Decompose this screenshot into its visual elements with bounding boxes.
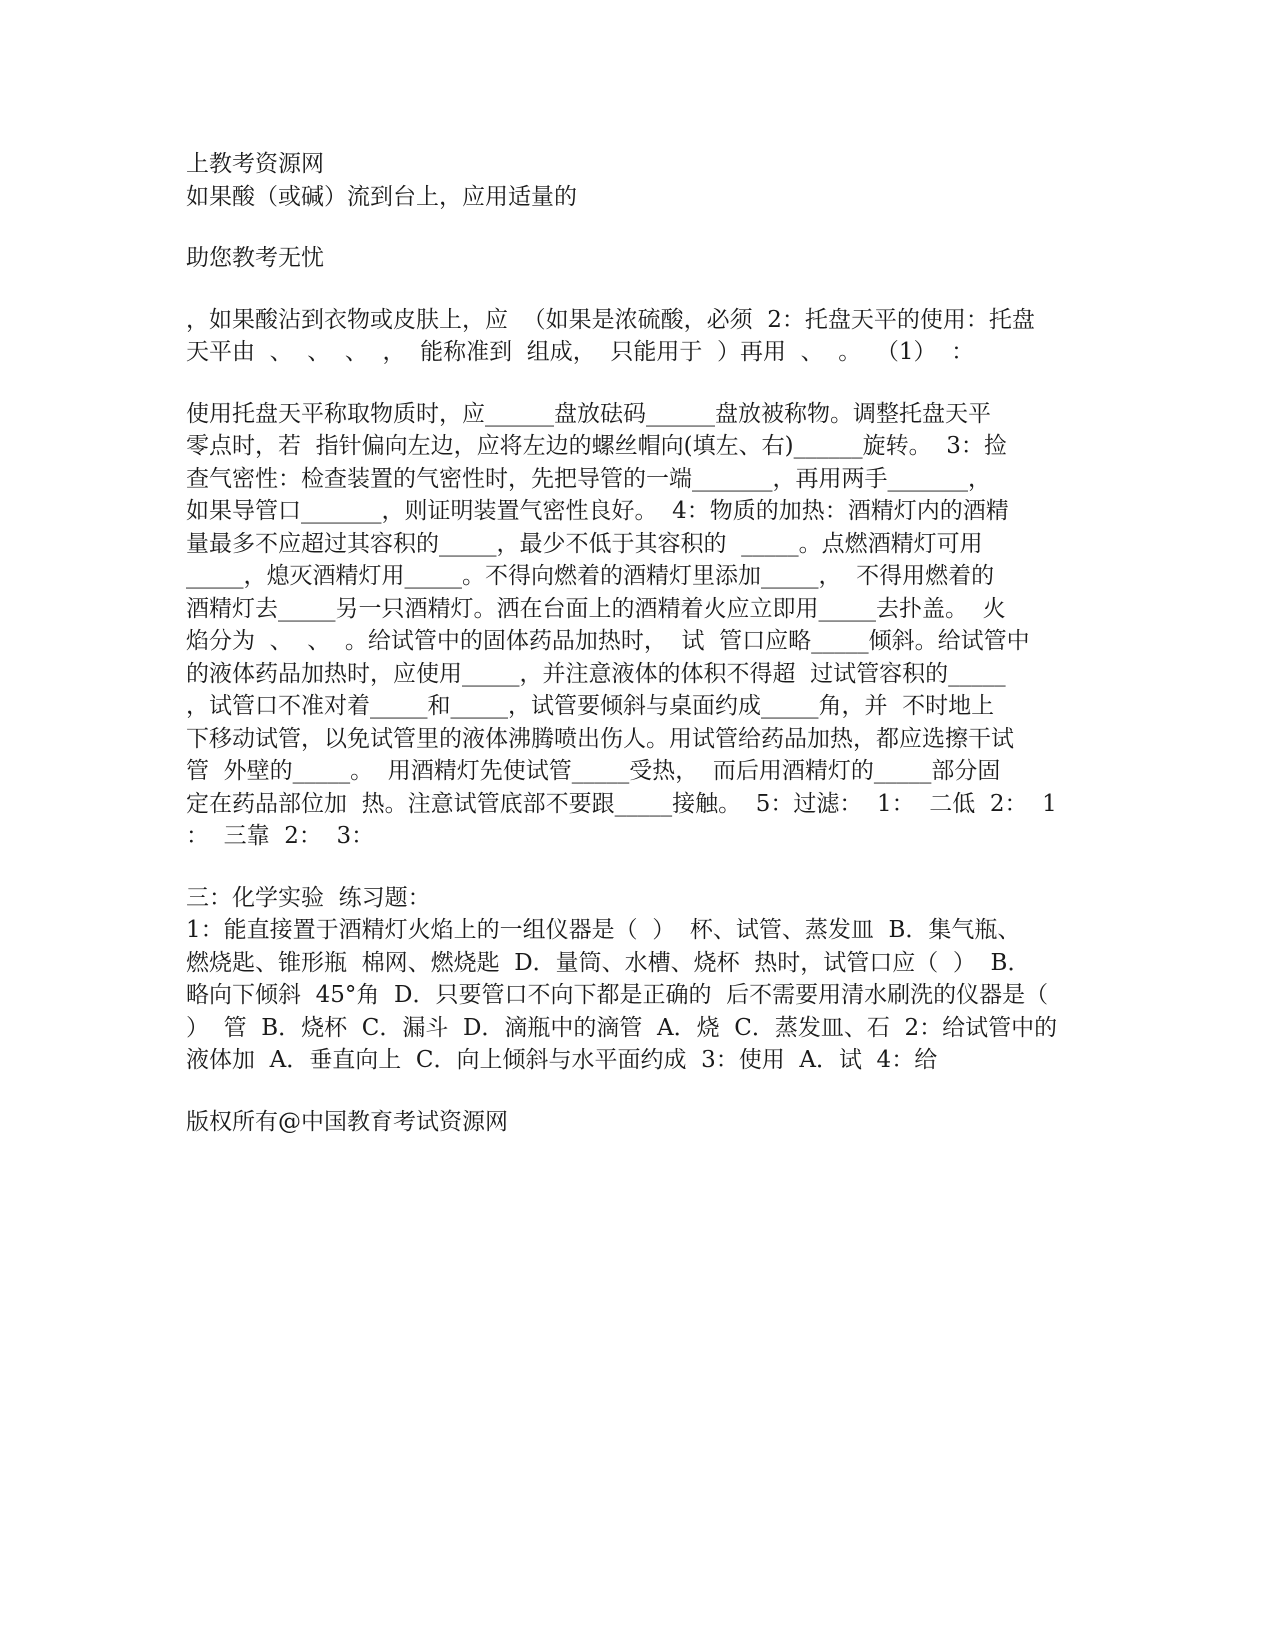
intro-line: 如果酸（或碱）流到台上，应用适量的: [186, 183, 577, 210]
paragraph-main: [186, 398, 1106, 853]
site-name: 上教考资源网: [186, 151, 324, 177]
text-line: _____，熄灭酒精灯用_____。不得向燃着的酒精灯里添加_____， 不得用燃着的: [186, 563, 995, 589]
text-line: 燃烧匙、锥形瓶 棉网、燃烧匙 D．量筒、水槽、烧杯 热时，试管口应（ ） B．: [186, 949, 1031, 976]
text-line: 下移动试管，以免试管里的液体沸腾喷出伤人。用试管给药品加热，都应选擦干试: [186, 725, 1014, 752]
text-line: 1：能直接置于酒精灯火焰上的一组仪器是（ ） 杯、试管、蒸发皿 B．集气瓶、: [186, 917, 1021, 943]
text-line: 天平由 、 、 、 ， 能称准到 组成， 只能用于 ）再用 、 。 （1） ：: [186, 339, 975, 365]
text-line: 量最多不应超过其容积的_____，最少不低于其容积的 _____。点燃酒精灯可用: [186, 530, 983, 557]
slogan: 助您教考无忧: [186, 245, 324, 271]
exercise-title: 三：化学实验 练习题：: [186, 884, 431, 911]
text-line: 使用托盘天平称取物质时，应______盘放砝码______盘放被称物。调整托盘天平: [186, 400, 991, 427]
text-line: 焰分为 、 、 。给试管中的固体药品加热时， 试 管口应略_____倾斜。给试管中: [186, 628, 1030, 654]
text-line: 查气密性：检查装置的气密性时，先把导管的一端_______，再用两手_______，: [186, 465, 991, 492]
text-line: 如果导管口_______，则证明装置气密性良好。 4：物质的加热：酒精灯内的酒精: [186, 498, 1009, 524]
paragraph-exercise: [186, 882, 1106, 1077]
text-line: 略向下倾斜 45°角 D．只要管口不向下都是正确的 后不需要用清水刷洗的仪器是（: [186, 982, 1049, 1008]
text-line: 的液体药品加热时，应使用_____，并注意液体的体积不得超 过试管容积的_____: [186, 660, 1006, 687]
text-line: 液体加 A．垂直向上 C．向上倾斜与水平面约成 3：使用 A．试 4：给: [186, 1047, 938, 1073]
text-line: 酒精灯去_____另一只酒精灯。洒在台面上的酒精着火应立即用_____去扑盖。 火: [186, 595, 1006, 622]
spacer: [186, 853, 1106, 882]
copyright: 版权所有@中国教育考试资源网: [186, 1108, 508, 1135]
text-line: 管 外壁的_____。 用酒精灯先使试管_____受热， 而后用酒精灯的_____部分固: [186, 758, 1001, 784]
spacer: [186, 275, 1106, 304]
spacer: [186, 369, 1106, 398]
text-line: ： 三靠 2： 3：: [186, 823, 375, 849]
paragraph-top: [186, 304, 1106, 369]
text-line: 定在药品部位加 热。注意试管底部不要跟_____接触。 5：过滤： 1： 二低 2： 1: [186, 790, 1057, 817]
text-line: ） 管 B．烧杯 C．漏斗 D．滴瓶中的滴管 A．烧 C．蒸发皿、石 2：给试管中的: [186, 1014, 1058, 1041]
text-line: ，如果酸沾到衣物或皮肤上，应 （如果是浓硫酸，必须 2：托盘天平的使用：托盘: [186, 306, 1035, 333]
text-line: 零点时，若 指针偏向左边，应将左边的螺丝帽向(填左、右)______旋转。 3：捡: [186, 433, 1007, 459]
spacer: [186, 1077, 1106, 1106]
document-page: [186, 148, 1106, 1138]
spacer: [186, 213, 1106, 242]
text-line: ，试管口不准对着_____和_____，试管要倾斜与桌面约成_____角，并 不时地上: [186, 693, 995, 719]
